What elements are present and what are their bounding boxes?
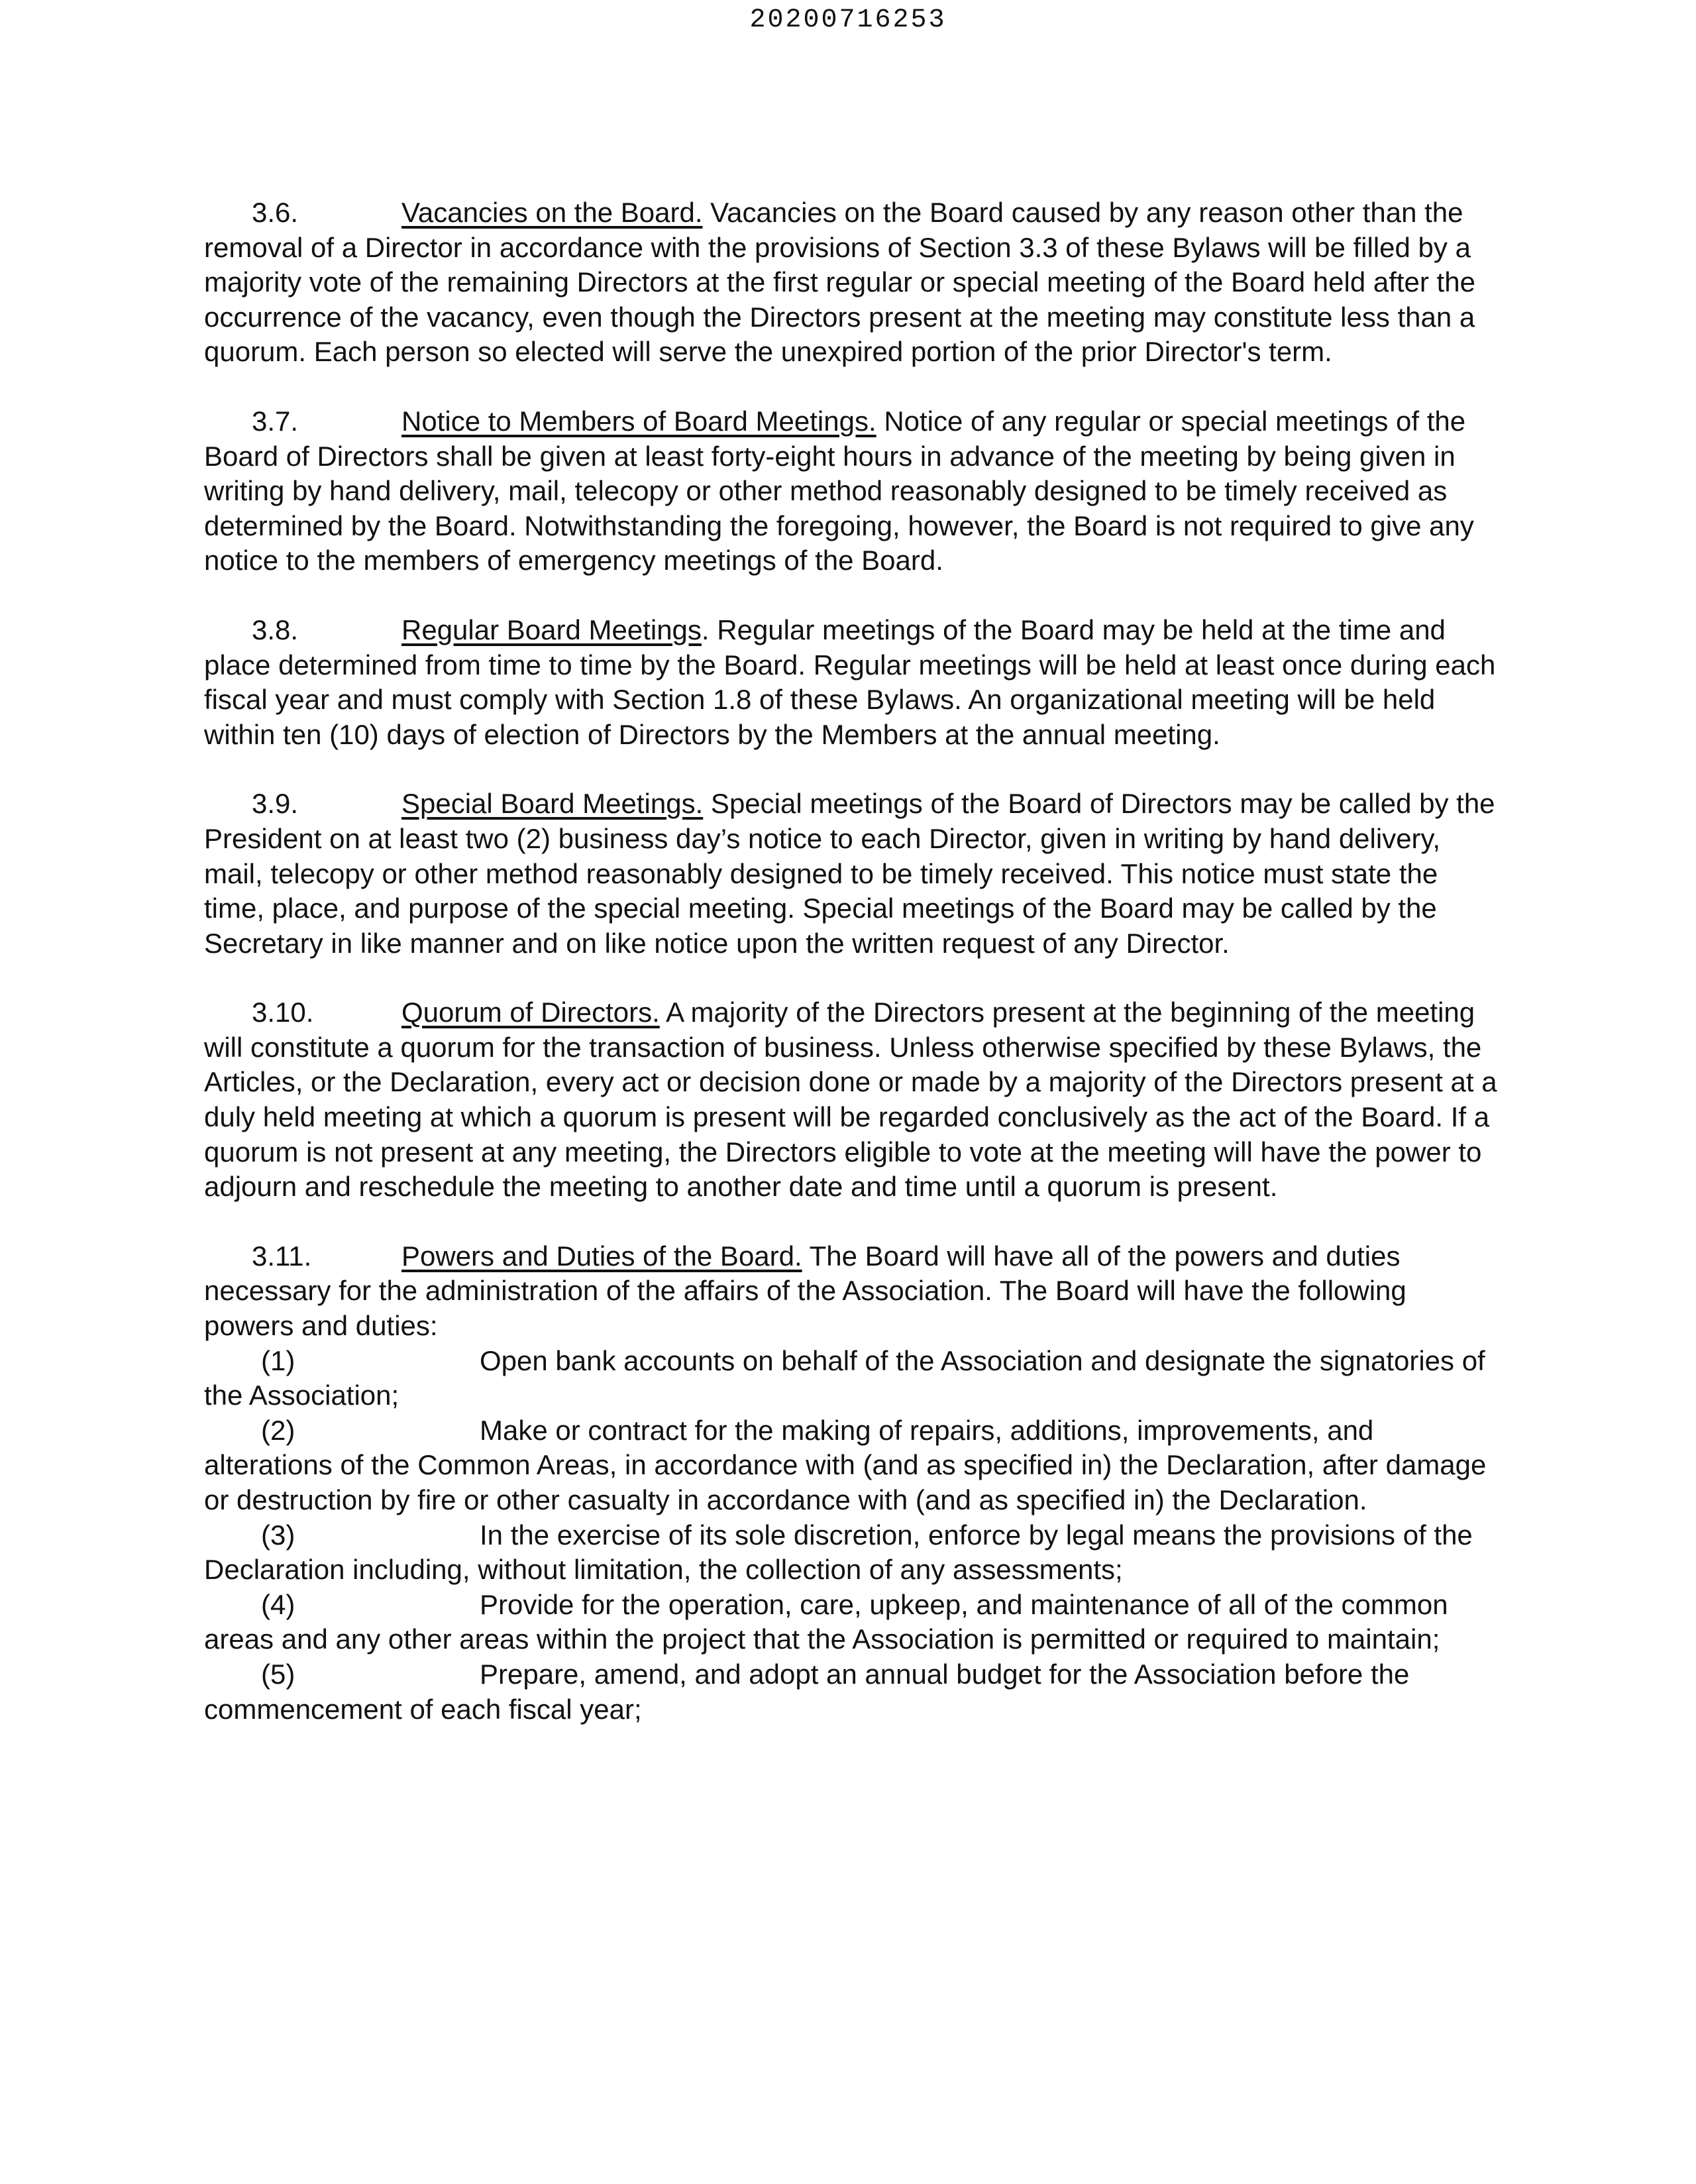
section-title: Quorum of Directors. [401,997,660,1028]
duty-item [204,1588,1503,1657]
section-3-7 [204,404,1503,578]
section-number: 3.6. [252,197,299,228]
duty-number: (4) [261,1588,295,1620]
section-3-10 [204,995,1503,1205]
section-title: Regular Board Meetings [401,614,702,645]
section-3-8 [204,613,1503,752]
section-text: A majority of the Directors present at the beginning of the meeting will constitute a quorum for the transaction of business. Unless otherwise specified by these Bylaws, the Articles, or the Declaration, every act or decision done or made by a majority of the Directors present at a duly held meeting at which a quorum is present will be regarded conclusively as the act of the Board. If a quorum is not present at any meeting, the Directors eligible to vote at the meeting will have the power to adjourn and reschedule the meeting to another date and time until a quorum is present. [204,997,1497,1203]
duty-number: (2) [261,1414,295,1446]
duty-item [204,1344,1503,1413]
duty-text: Prepare, amend, and adopt an annual budget for the Association before the commencement of each fiscal year; [204,1658,1410,1725]
section-number: 3.11. [252,1240,312,1272]
section-number: 3.10. [252,997,314,1028]
section-text: Notice of any regular or special meetings of the Board of Directors shall be given at least forty-eight hours in advance of the meeting by being given in writing by hand delivery, mail, telecopy or other method reasonably designed to be timely received as determined by the Board. Notwithstanding the foregoing, however, the Board is not required to give any notice to the members of emergency meetings of the Board. [204,405,1474,576]
section-text: Vacancies on the Board caused by any reason other than the removal of a Director in accordance with the provisions of Section 3.3 of these Bylaws will be filled by a majority vote of the remaining Directors at the first regular or special meeting of the Board held after the occurrence of the vacancy, even though the Directors present at the meeting may constitute less than a quorum. Each person so elected will serve the unexpired portion of the prior Director's term. [204,197,1475,368]
duty-item [204,1413,1503,1518]
section-title: Vacancies on the Board. [401,197,703,228]
duty-text: In the exercise of its sole discretion, enforce by legal means the provisions of the Declaration including, without limitation, the collection of any assessments; [204,1519,1473,1586]
duty-item [204,1657,1503,1727]
duty-number: (5) [261,1658,295,1690]
bylaws-text [204,195,1503,1727]
section-title: Powers and Duties of the Board. [401,1240,802,1272]
duty-item [204,1518,1503,1588]
section-number: 3.8. [252,614,299,645]
section-text: . Regular meetings of the Board may be held at the time and place determined from time to time by the Board. Regular meetings will be held at least once during each fiscal year and must comply with Section 1.8 of these Bylaws. An organizational meeting will be held within ten (10) days of election of Directors by the Members at the annual meeting. [204,614,1496,750]
section-3-6 [204,195,1503,370]
duty-text: Open bank accounts on behalf of the Association and designate the signatories of the Association; [204,1344,1485,1411]
section-3-11 [204,1239,1503,1727]
duty-number: (3) [261,1519,295,1551]
section-title: Notice to Members of Board Meetings. [401,405,876,437]
section-number: 3.9. [252,788,299,820]
section-text: Special meetings of the Board of Directors may be called by the President on at least two (2) business day’s notice to each Director, given in writing by hand delivery, mail, telecopy or other method reasonably designed to be timely received. This notice must state the time, place, and purpose of the special meeting. Special meetings of the Board may be called by the Secretary in like manner and on like notice upon the written request of any Director. [204,788,1495,959]
section-3-9 [204,787,1503,961]
document-number: 20200716253 [749,5,947,35]
section-text: The Board will have all of the powers and duties necessary for the administration of the affairs of the Association. The Board will have the following powers and duties: [204,1240,1406,1342]
duty-text: Provide for the operation, care, upkeep, and maintenance of all of the common areas and any other areas within the project that the Association is permitted or required to maintain; [204,1588,1448,1655]
section-number: 3.7. [252,405,299,437]
section-3-11-intro [204,1239,1503,1344]
duty-text: Make or contract for the making of repairs, additions, improvements, and alterations of the Common Areas, in accordance with (and as specified in) the Declaration, after damage or destruction by fire or other casualty in accordance with (and as specified in) the Declaration. [204,1414,1487,1515]
duty-number: (1) [261,1344,295,1376]
section-title: Special Board Meetings. [401,788,704,820]
